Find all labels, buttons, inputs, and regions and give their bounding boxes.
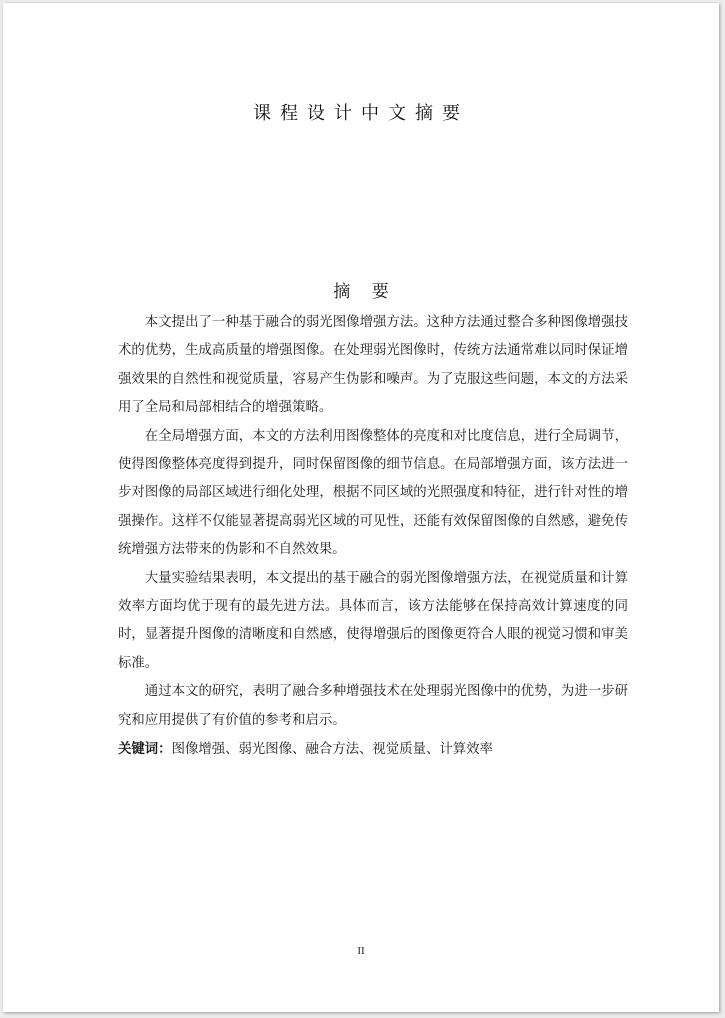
keywords-line — [118, 735, 628, 764]
abstract-heading: 摘 要 — [333, 282, 389, 302]
abstract-paragraph-1: 本文提出了一种基于融合的弱光图像增强方法。这种方法通过整合多种图像增强技术的优势，生成高质量的增强图像。在处理弱光图像时，传统方法通常难以同时保证增强效果的自然性和视觉质量，容易产生伪影和噪声。为了克服这些问题，本文的方法采用了全局和局部相结合的增强策略。 — [118, 315, 628, 416]
abstract-paragraph-4: 通过本文的研究，表明了融合多种增强技术在处理弱光图像中的优势，为进一步研究和应用提供了有价值的参考和启示。 — [118, 684, 628, 728]
abstract-paragraph-3: 大量实验结果表明，本文提出的基于融合的弱光图像增强方法，在视觉质量和计算效率方面均优于现有的最先进方法。具体而言，该方法能够在保持高效计算速度的同时，显著提升图像的清晰度和自然感，使得增强后的图像更符合人眼的视觉习惯和审美标准。 — [118, 570, 628, 671]
document-title: 课程设计中文摘要 — [253, 103, 469, 124]
keywords-label: 关键词： — [118, 741, 172, 758]
keywords-text: 图像增强、弱光图像、融合方法、视觉质量、计算效率 — [171, 742, 493, 758]
abstract-paragraph-2: 在全局增强方面，本文的方法利用图像整体的亮度和对比度信息，进行全局调节，使得图像整体亮度得到提升，同时保留图像的细节信息。在局部增强方面，该方法进一步对图像的局部区域进行细化处理，根据不同区域的光照强度和特征，进行针对性的增强操作。这样不仅能显著提高弱光区域的可见性，还能有效保留图像的自然感，避免传统增强方法带来的伪影和不自然效果。 — [118, 428, 628, 558]
document-page — [3, 3, 719, 1012]
page-number: II — [357, 945, 365, 957]
abstract-body — [118, 309, 628, 765]
